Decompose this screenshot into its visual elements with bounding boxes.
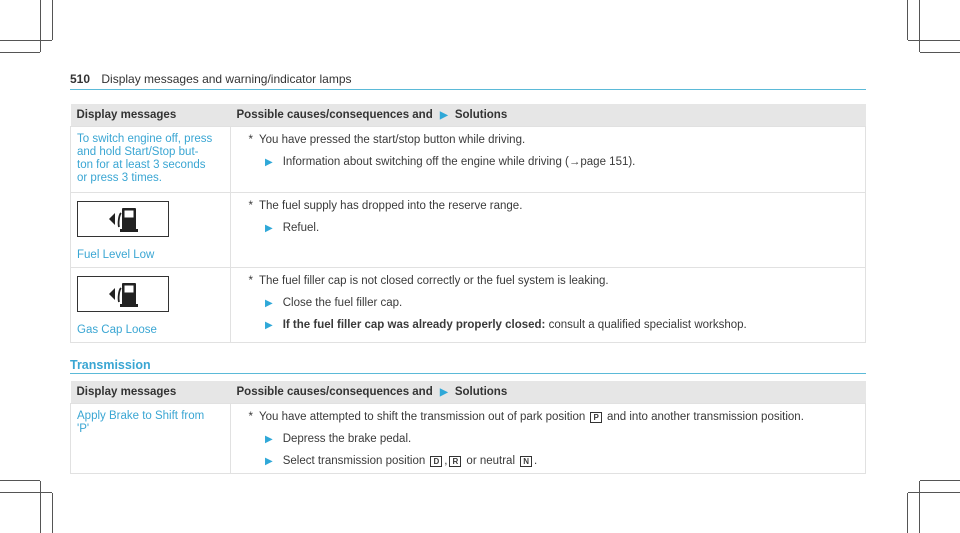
arrow-icon: ▶ [439,110,448,121]
col-header-label: Possible causes/consequences and [236,109,433,121]
cause-text [237,275,859,287]
crop-mark [908,492,960,493]
message-line: Gas Cap Loose [77,324,157,336]
message-line: 'P' [77,423,90,435]
crop-mark [0,52,40,53]
display-messages-table [70,104,866,343]
solution-label: consult a qualified specialist workshop. [548,319,747,331]
message-line: To switch engine off, press [77,133,213,145]
crop-mark [907,493,908,533]
message-line: ton for at least 3 seconds [77,159,206,171]
solution-item [265,222,859,234]
arrow-icon: ▶ [439,387,448,398]
section-title: Transmission [70,358,151,372]
solution-condition: If the fuel filler cap was already properly closed: [282,319,546,331]
solution-label: Refuel. [282,222,320,234]
cause-cell [231,268,866,343]
fuel-pump-icon [103,205,143,233]
message-line: or press 3 times. [77,172,162,184]
neutral-position-key: N [520,456,532,467]
col-header-display-messages: Display messages [71,104,231,127]
transmission-table [70,381,866,474]
col-header-label: Solutions [454,386,508,398]
crop-mark [907,0,908,40]
page-title: Display messages and warning/indicator lamps [101,72,352,86]
cause-text [237,134,859,146]
solution-item: ▶ Select transmission position D , R or neutral N . [265,455,538,467]
fuel-pump-icon [77,276,169,312]
crop-mark [919,481,920,533]
cross-reference-arrow-icon: → [568,156,581,168]
arrow-icon: ▶ [265,456,273,467]
arrow-icon: ▶ [265,223,273,234]
cause-cell [231,193,866,268]
solution-label: Close the fuel filler cap. [282,297,403,309]
table-row [71,268,866,343]
cause-label: You have attempted to shift the transmission out of park position [259,411,586,423]
solution-label: Depress the brake pedal. [282,433,412,445]
solution-item [265,156,859,168]
col-header-label: Solutions [454,109,508,121]
solution-label: or neutral [466,455,516,467]
bullet-star: * [248,200,253,212]
table-row [71,127,866,193]
solution-label: Select transmission position [282,455,426,467]
message-cell [71,193,231,268]
cause-text [237,200,859,212]
arrow-icon: ▶ [265,320,273,331]
message-cell [71,404,231,474]
page-number: 510 [70,72,91,86]
table-header-row [71,104,866,127]
crop-mark [0,492,52,493]
message-cell [71,268,231,343]
message-line: Fuel Level Low [77,249,155,261]
cause-text [237,411,859,423]
cause-label: You have pressed the start/stop button while driving. [259,134,526,146]
crop-mark [0,480,40,481]
fuel-pump-icon [103,280,143,308]
crop-mark [52,0,53,40]
header-rule [70,89,866,90]
col-header-causes-solutions [231,104,866,127]
arrow-icon: ▶ [265,157,273,168]
section-rule [70,373,866,374]
cause-label: The fuel filler cap is not closed correctly or the fuel system is leaking. [259,275,609,287]
crop-mark [920,52,960,53]
crop-mark [920,480,960,481]
cause-cell [231,127,866,193]
table-header-row [71,381,866,404]
page-reference[interactable]: page 151). [580,156,636,168]
bullet-star: * [248,411,253,423]
crop-mark [40,0,41,52]
solution-label: Information about switching off the engine while driving ( [282,156,569,168]
fuel-pump-icon [77,201,169,237]
crop-mark [908,40,960,41]
cause-cell [231,404,866,474]
cause-label: The fuel supply has dropped into the reserve range. [259,200,523,212]
crop-mark [52,493,53,533]
col-header-display-messages: Display messages [71,381,231,404]
table-row [71,404,866,474]
solution-item [265,297,859,309]
page-header [70,72,352,86]
message-cell [71,127,231,193]
message-line: and hold Start/Stop but- [77,146,199,158]
cause-label: and into another transmission position. [607,411,804,423]
bullet-star: * [248,275,253,287]
park-position-key: P [590,412,601,423]
solution-item [265,319,859,331]
solution-label: . [534,455,538,467]
crop-mark [919,0,920,52]
table-row [71,193,866,268]
arrow-icon: ▶ [265,434,273,445]
crop-mark [40,481,41,533]
message-line: Apply Brake to Shift from [77,410,205,422]
crop-mark [0,40,52,41]
solution-item [265,433,859,445]
arrow-icon: ▶ [265,298,273,309]
col-header-causes-solutions [231,381,866,404]
col-header-label: Possible causes/consequences and [236,386,433,398]
drive-position-key: D [430,456,442,467]
bullet-star: * [248,134,253,146]
reverse-position-key: R [449,456,461,467]
